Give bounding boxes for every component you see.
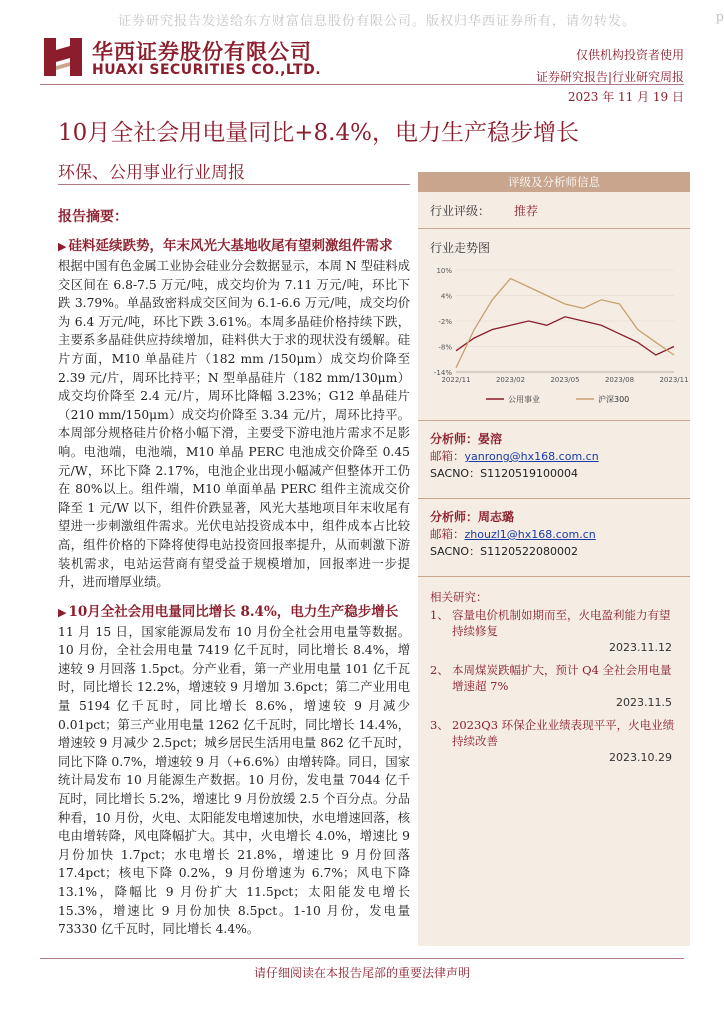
related-date: 2023.11.12 (609, 641, 672, 654)
related-num: 3、 (430, 718, 449, 732)
industry-trend-chart (426, 262, 689, 412)
related-date: 2023.11.5 (616, 696, 672, 709)
related-date: 2023.10.29 (609, 751, 672, 764)
chart-grid (434, 267, 689, 384)
huaxi-logo-icon (42, 36, 84, 78)
legal-footer: 请仔细阅读在本报告尾部的重要法律声明 (253, 966, 470, 980)
page-title: 10月全社会用电量同比+8.4%，电力生产稳步增长 (58, 120, 579, 146)
triangle-bullet-icon: ▶ (58, 240, 67, 253)
series-line-utilities (456, 317, 674, 355)
x-tick-label: 2023/02 (495, 376, 526, 384)
summary-label: 报告摘要： (58, 209, 128, 225)
subtitle-divider (58, 184, 410, 185)
x-tick-label: 2023/05 (550, 376, 580, 384)
report-kind: 证券研究报告|行业研究周报 (535, 70, 684, 84)
footer-divider (40, 958, 684, 959)
related-text: 本周煤炭跌幅扩大，预计 Q4 全社会用电量增速超 7% (452, 663, 672, 693)
section-heading (58, 602, 410, 623)
related-item[interactable] (418, 662, 690, 709)
watermark-tail: p (715, 10, 724, 25)
company-name-cn: 华西证券股份有限公司 (92, 40, 312, 64)
analyst-sac: SACNO：S1120519100004 (430, 467, 579, 480)
main-content (58, 206, 410, 949)
sidebar-divider (418, 420, 690, 421)
related-num: 2、 (430, 663, 449, 677)
industry-rating (418, 192, 690, 222)
related-item[interactable] (418, 607, 690, 654)
y-tick-label: 4% (440, 292, 452, 301)
section-heading (58, 236, 410, 257)
analyst-block (418, 427, 690, 482)
sidebar-divider (418, 576, 690, 577)
report-date: 2023 年 11 月 19 日 (567, 90, 684, 104)
sidebar (418, 172, 690, 946)
x-tick-label: 2023/11 (659, 376, 689, 384)
related-text: 容量电价机制如期而至，火电盈利能力有望持续修复 (452, 608, 671, 638)
page-subtitle: 环保、公用事业行业周报 (58, 163, 245, 183)
analyst-email-link[interactable]: zhouzl1@hx168.com.cn (464, 528, 596, 541)
x-tick-label: 2022/11 (441, 376, 471, 384)
section-heading-text: 10月全社会用电量同比增长 8.4%，电力生产稳步增长 (68, 603, 399, 620)
related-item[interactable] (418, 717, 690, 764)
legend-label: 公用事业 (508, 395, 540, 404)
chart-legend (486, 394, 629, 404)
y-tick-label: -2% (438, 318, 452, 326)
y-tick-label: 10% (436, 267, 452, 275)
chart-title: 行业走势图 (430, 241, 491, 255)
related-num: 1、 (430, 608, 449, 622)
company-name-en: HUAXI SECURITIES CO.,LTD. (92, 62, 322, 78)
rating-label: 行业评级： (430, 204, 491, 218)
section-body: 11 月 15 日，国家能源局发布 10 月份全社会用电量等数据。10 月份，全社会用电量 7419 亿千瓦时，同比增长 8.4%，增速较 9 月回落 1.5pct。分产业看，第一产业用电量 101 亿千瓦时，同比增长 12.2%，增速较 9 月增加 3.6pct；第二产业用电量 5194 亿千瓦时，同比增长 8.6%，增速较 9 月减少 0.01pct；第三产业用电量 1262 亿千瓦时，同比增长 14.4%，增速较 9 月减少 2.5pct；城乡居民生活用电量 862 亿千瓦时，同比下降 0.7%，增速较 9 月（+6.6%）由增转降。同日，国家统计局发布 10 月能源生产数据。10 月份，发电量 7044 亿千瓦时，同比增长 5.2%，增速比 9 月份放缓 2.5 个百分点。分品种看，10 月份，火电、太阳能发电增速加快，水电增速回落，核电由增转降，风电降幅扩大。其中，火电增长 4.0%，增速比 9 月份加快 1.7pct；水电增长 21.8%，增速比 9 月份回落 17.4pct；核电下降 0.2%，9 月份增速为 6.7%；风电下降 13.1%，降幅比 9 月份扩大 11.5pct；太阳能发电增长 15.3%，增速比 9 月份加快 8.5pct。1-10 月份，发电量 73330 亿千瓦时，同比增长 4.4%。 (58, 624, 410, 937)
section-heading-text: 硅料延续跌势，年末风光大基地收尾有望刺激组件需求 (68, 238, 393, 254)
section-body: 根据中国有色金属工业协会硅业分会数据显示，本周 N 型硅料成交区间在 6.8-7.5 万元/吨，成交均价为 7.11 万元/吨，环比下跌 3.79%。单晶致密料成交区间为 6.1-6.6 万元/吨，成交均价为 6.4 万元/吨，环比下跌 3.61%。本周多晶硅价格持续下跌，主要系多晶硅供应持续增加，硅料供大于求的现状没有缓解。硅片方面，M10 单晶硅片（182 mm /150μm）成交均价降至 2.39 元/片，周环比持平；N 型单晶硅片（182 mm/130μm）成交均价降至 2.4 元/片，周环比降幅 3.23%；G12 单晶硅片（210 mm/150μm）成交均价降至 3.34 元/片，周环比持平。本周部分规格硅片价格小幅下滑，主要受下游电池片需求不足影响。电池端，电池端，M10 单晶 PERC 电池成交价降至 0.45 元/W，环比下降 2.17%，电池企业出现小幅减产但整体开工仍在 80%以上。组件端，M10 单面单晶 PERC 组件主流成交价降至 1 元/W 以下，组件价跌显著，风光大基地项目年末收尾有望进一步刺激组件需求。光伏电站投资成本中，组件成本占比较高，组件价格的下降将使得电站投资回报率提升，从而刺激下游装机需求，电站运营商有望受益于规模增加，回报率进一步提升，进而增厚业绩。 (58, 259, 410, 590)
legend-label: 沪深300 (598, 395, 630, 404)
header-divider (40, 84, 684, 85)
related-research-title: 相关研究： (430, 590, 488, 604)
sidebar-divider (418, 498, 690, 499)
analyst-block (418, 505, 690, 560)
x-tick-label: 2023/08 (604, 376, 635, 384)
analyst-name: 分析师：周志璐 (430, 510, 515, 524)
watermark: 证券研究报告发送给东方财富信息股份有限公司。版权归华西证券所有，请勿转发。 (118, 14, 637, 29)
email-label: 邮箱： (430, 449, 465, 463)
analyst-name: 分析师：晏溶 (430, 432, 503, 446)
rating-value: 推荐 (514, 204, 539, 218)
related-text: 2023Q3 环保企业业绩表现平平，火电业绩持续改善 (452, 718, 675, 748)
y-tick-label: -14% (433, 369, 452, 377)
analyst-sac: SACNO：S1120522080002 (430, 545, 579, 558)
triangle-bullet-icon: ▶ (58, 605, 67, 619)
sidebar-header: 评级及分析师信息 (418, 172, 690, 192)
series-line-csi300 (456, 279, 674, 368)
email-label: 邮箱： (430, 527, 465, 541)
sidebar-divider (418, 228, 690, 229)
audience-note: 仅供机构投资者使用 (575, 48, 684, 62)
chart-lines (456, 279, 674, 368)
analyst-email-link[interactable]: yanrong@hx168.com.cn (464, 450, 599, 463)
y-tick-label: -8% (438, 343, 452, 352)
